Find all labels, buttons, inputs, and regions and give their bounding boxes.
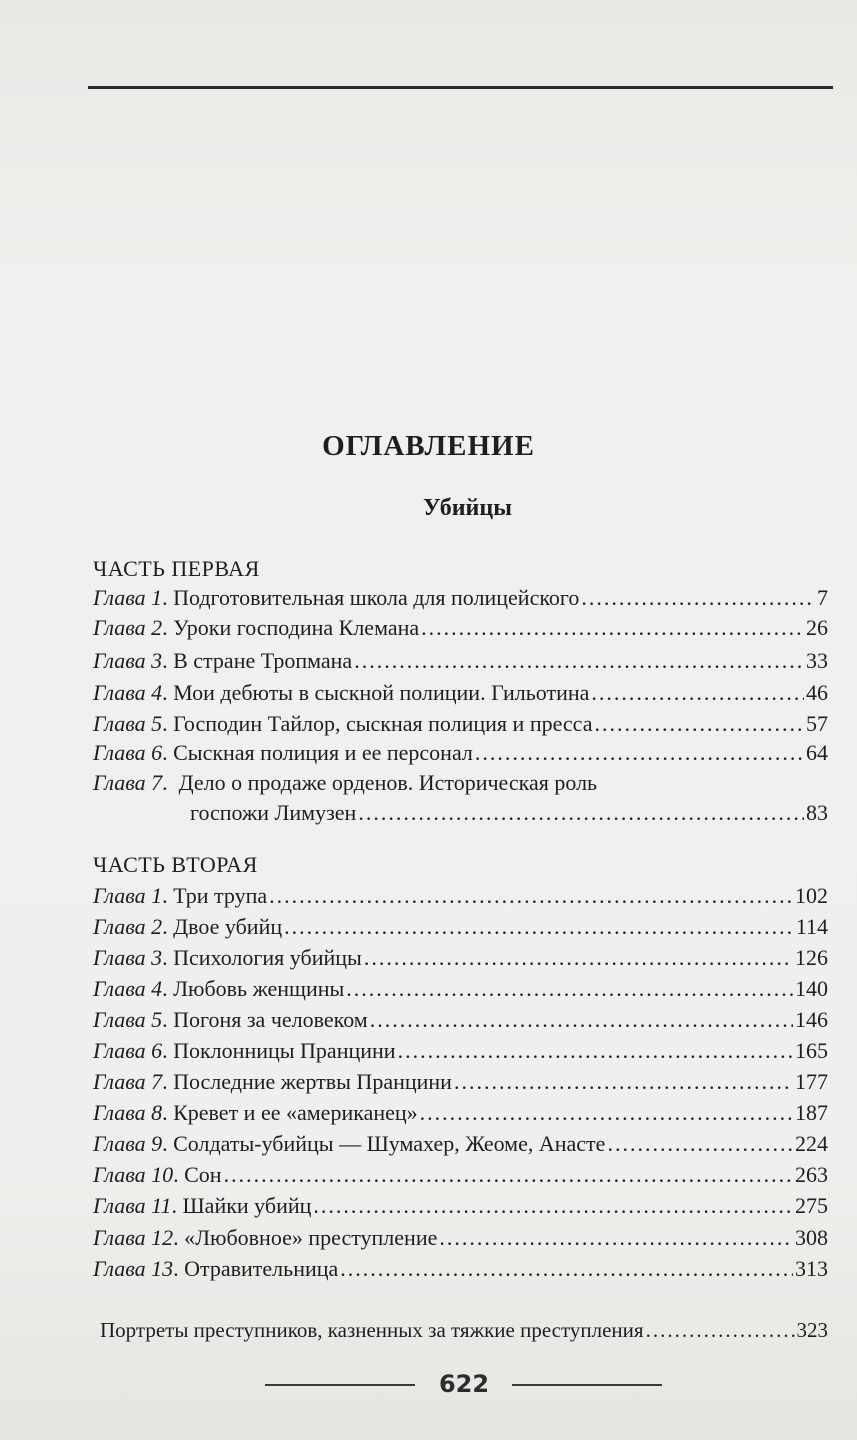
dot-leader [439,1225,793,1251]
page-number: 140 [795,976,828,1001]
chapter-label: Глава 5 [93,1007,163,1032]
toc-entry[interactable]: Глава 7 . Последние жертвы Пранцини ..... 177 [93,1069,828,1099]
header-rule [88,86,833,89]
chapter-label: Глава 5 [93,711,163,736]
chapter-title: Шайки убийц [182,1193,312,1218]
book-title: Убийцы [423,495,512,521]
page-number: 224 [795,1131,828,1156]
chapter-label: Глава 8 [93,1100,163,1125]
toc-entry[interactable]: Глава 8 . Кревет и ее «американец» ..... 187 [93,1100,828,1130]
dot-leader [420,1100,793,1126]
toc-entry[interactable]: Глава 11 . Шайки убийц ..... 275 [93,1193,828,1223]
toc-entry[interactable]: Глава 3 . В стране Тропмана ..... 33 [93,648,828,678]
chapter-label: Глава 13 [93,1256,174,1281]
page-number: 313 [795,1256,828,1281]
chapter-title: Мои дебюты в сыскной полиции. Гильотина [173,680,590,705]
dot-leader [364,945,793,971]
toc-entry[interactable]: Глава 6 . Поклонницы Пранцини ..... 165 [93,1038,828,1068]
chapter-title: Любовь женщины [173,976,345,1001]
page-number: 114 [795,914,828,939]
chapter-title: Двое убийц [173,914,283,939]
entry-title: Портреты преступников, казненных за тяжкие преступления [100,1318,644,1342]
part-title: ЧАСТЬ ПЕРВАЯ [93,556,260,581]
toc-entry-portraits[interactable] [100,1318,828,1348]
folio: 622 [438,1370,490,1398]
dot-leader [346,976,793,1002]
dot-leader [313,1193,793,1219]
toc-entry[interactable]: Глава 5 . Господин Тайлор, сыскная полиция и пресса ..... 57 [93,711,828,741]
chapter-title: Отравительница [184,1256,339,1281]
toc-entry[interactable]: Глава 9 . Солдаты-убийцы — Шумахер, Жеоме, Анасте ..... 224 [93,1131,828,1161]
dot-leader [284,914,794,940]
dot-leader [591,680,804,706]
page-number: 165 [795,1038,828,1063]
chapter-label: Глава 3 [93,648,163,673]
faint-running-header [150,50,770,68]
dot-leader [594,711,804,737]
toc-entry[interactable]: Глава 1 . Три трупа ..... 102 [93,883,828,913]
page-number: 308 [795,1225,828,1250]
dot-leader [269,883,793,909]
chapter-title: Сон [184,1162,222,1187]
chapter-label: Глава 2 [93,615,163,640]
chapter-label: Глава 4 [93,976,163,1001]
dot-leader [607,1131,793,1157]
toc-title: ОГЛАВЛЕНИЕ [322,430,535,462]
chapter-label: Глава 11 [93,1193,172,1218]
dot-leader [646,1318,795,1343]
chapter-label: Глава 10 [93,1162,174,1187]
chapter-label: Глава 7 [93,1069,163,1094]
page-number: 323 [796,1318,828,1342]
page-number: 275 [795,1193,828,1218]
toc-entry[interactable]: Глава 2 . Уроки господина Клемана ..... 26 [93,615,828,645]
page-number: 102 [795,883,828,908]
toc-entry[interactable]: Глава 4 . Мои дебюты в сыскной полиции. Гильотина ..... 46 [93,680,828,710]
dot-leader [581,585,815,611]
page-number: 83 [806,800,828,825]
chapter-label: Глава 6 [93,740,163,765]
chapter-title: Господин Тайлор, сыскная полиция и пресса [173,711,593,736]
dot-leader [475,740,804,766]
dot-leader [358,800,804,826]
chapter-label: Глава 3 [93,945,163,970]
chapter-title: В стране Тропмана [173,648,353,673]
page-number: 187 [795,1100,828,1125]
toc-entry[interactable]: Глава 2 . Двое убийц ..... 114 [93,914,828,944]
chapter-label: Глава 1 [93,883,163,908]
part-title: ЧАСТЬ ВТОРАЯ [93,852,258,877]
page-number: 64 [806,740,828,765]
chapter-label: Глава 12 [93,1225,174,1250]
page-number: 263 [795,1162,828,1187]
toc-entry[interactable]: Глава 5 . Погоня за человеком ..... 146 [93,1007,828,1037]
dot-leader [454,1069,793,1095]
chapter-label: Глава 2 [93,914,163,939]
chapter-title: Кревет и ее «американец» [173,1100,418,1125]
chapter-title: Психология убийцы [173,945,362,970]
dot-leader [224,1162,793,1188]
chapter-title: «Любовное» преступление [184,1225,438,1250]
page-number: 146 [795,1007,828,1032]
page-number: 126 [795,945,828,970]
toc-entry[interactable]: Глава 10 . Сон ..... 263 [93,1162,828,1192]
dot-leader [421,615,804,641]
chapter-title: Подготовительная школа для полицейского [173,585,580,610]
toc-entry[interactable]: Глава 7. Дело о продаже орденов. Историческая роль [93,770,598,795]
dot-leader [370,1007,793,1033]
chapter-title: Солдаты-убийцы — Шумахер, Жеоме, Анасте [173,1131,606,1156]
chapter-title: Три трупа [173,883,268,908]
page-number: 57 [806,711,828,736]
dot-leader [354,648,804,674]
page-number: 177 [795,1069,828,1094]
chapter-title: Уроки господина Клемана [173,615,420,640]
chapter-label: Глава 9 [93,1131,163,1156]
toc-entry[interactable]: Глава 12 . «Любовное» преступление ..... 308 [93,1225,828,1255]
chapter-label: Глава 7 [93,770,163,795]
bleed-through-text [90,120,827,460]
toc-entry[interactable]: Глава 13 . Отравительница ..... 313 [93,1256,828,1286]
chapter-title: Последние жертвы Пранцини [173,1069,452,1094]
footer-rule-right [512,1384,662,1386]
page-number: 26 [806,615,828,640]
chapter-label: Глава 4 [93,680,163,705]
dot-leader [398,1038,793,1064]
chapter-title: Погоня за человеком [173,1007,368,1032]
page-number: 33 [806,648,828,673]
chapter-title: Дело о продаже орденов. Историческая роль [178,770,598,795]
chapter-title: Сыскная полиция и ее персонал [173,740,473,765]
chapter-label: Глава 6 [93,1038,163,1063]
toc-entry[interactable]: Глава 3 . Психология убийцы ..... 126 [93,945,828,975]
toc-entry-continuation[interactable] [190,800,828,830]
page-number: 7 [817,585,828,610]
toc-entry[interactable]: Глава 6 . Сыскная полиция и ее персонал ..... 64 [93,740,828,770]
chapter-title: Поклонницы Пранцини [173,1038,396,1063]
chapter-title-continuation: госпожи Лимузен [190,800,357,825]
chapter-label: Глава 1 [93,585,163,610]
dot-leader [340,1256,793,1282]
toc-entry[interactable]: Глава 1 . Подготовительная школа для полицейского ..... 7 [93,585,828,615]
page-number: 46 [806,680,828,705]
toc-entry[interactable]: Глава 4 . Любовь женщины ..... 140 [93,976,828,1006]
